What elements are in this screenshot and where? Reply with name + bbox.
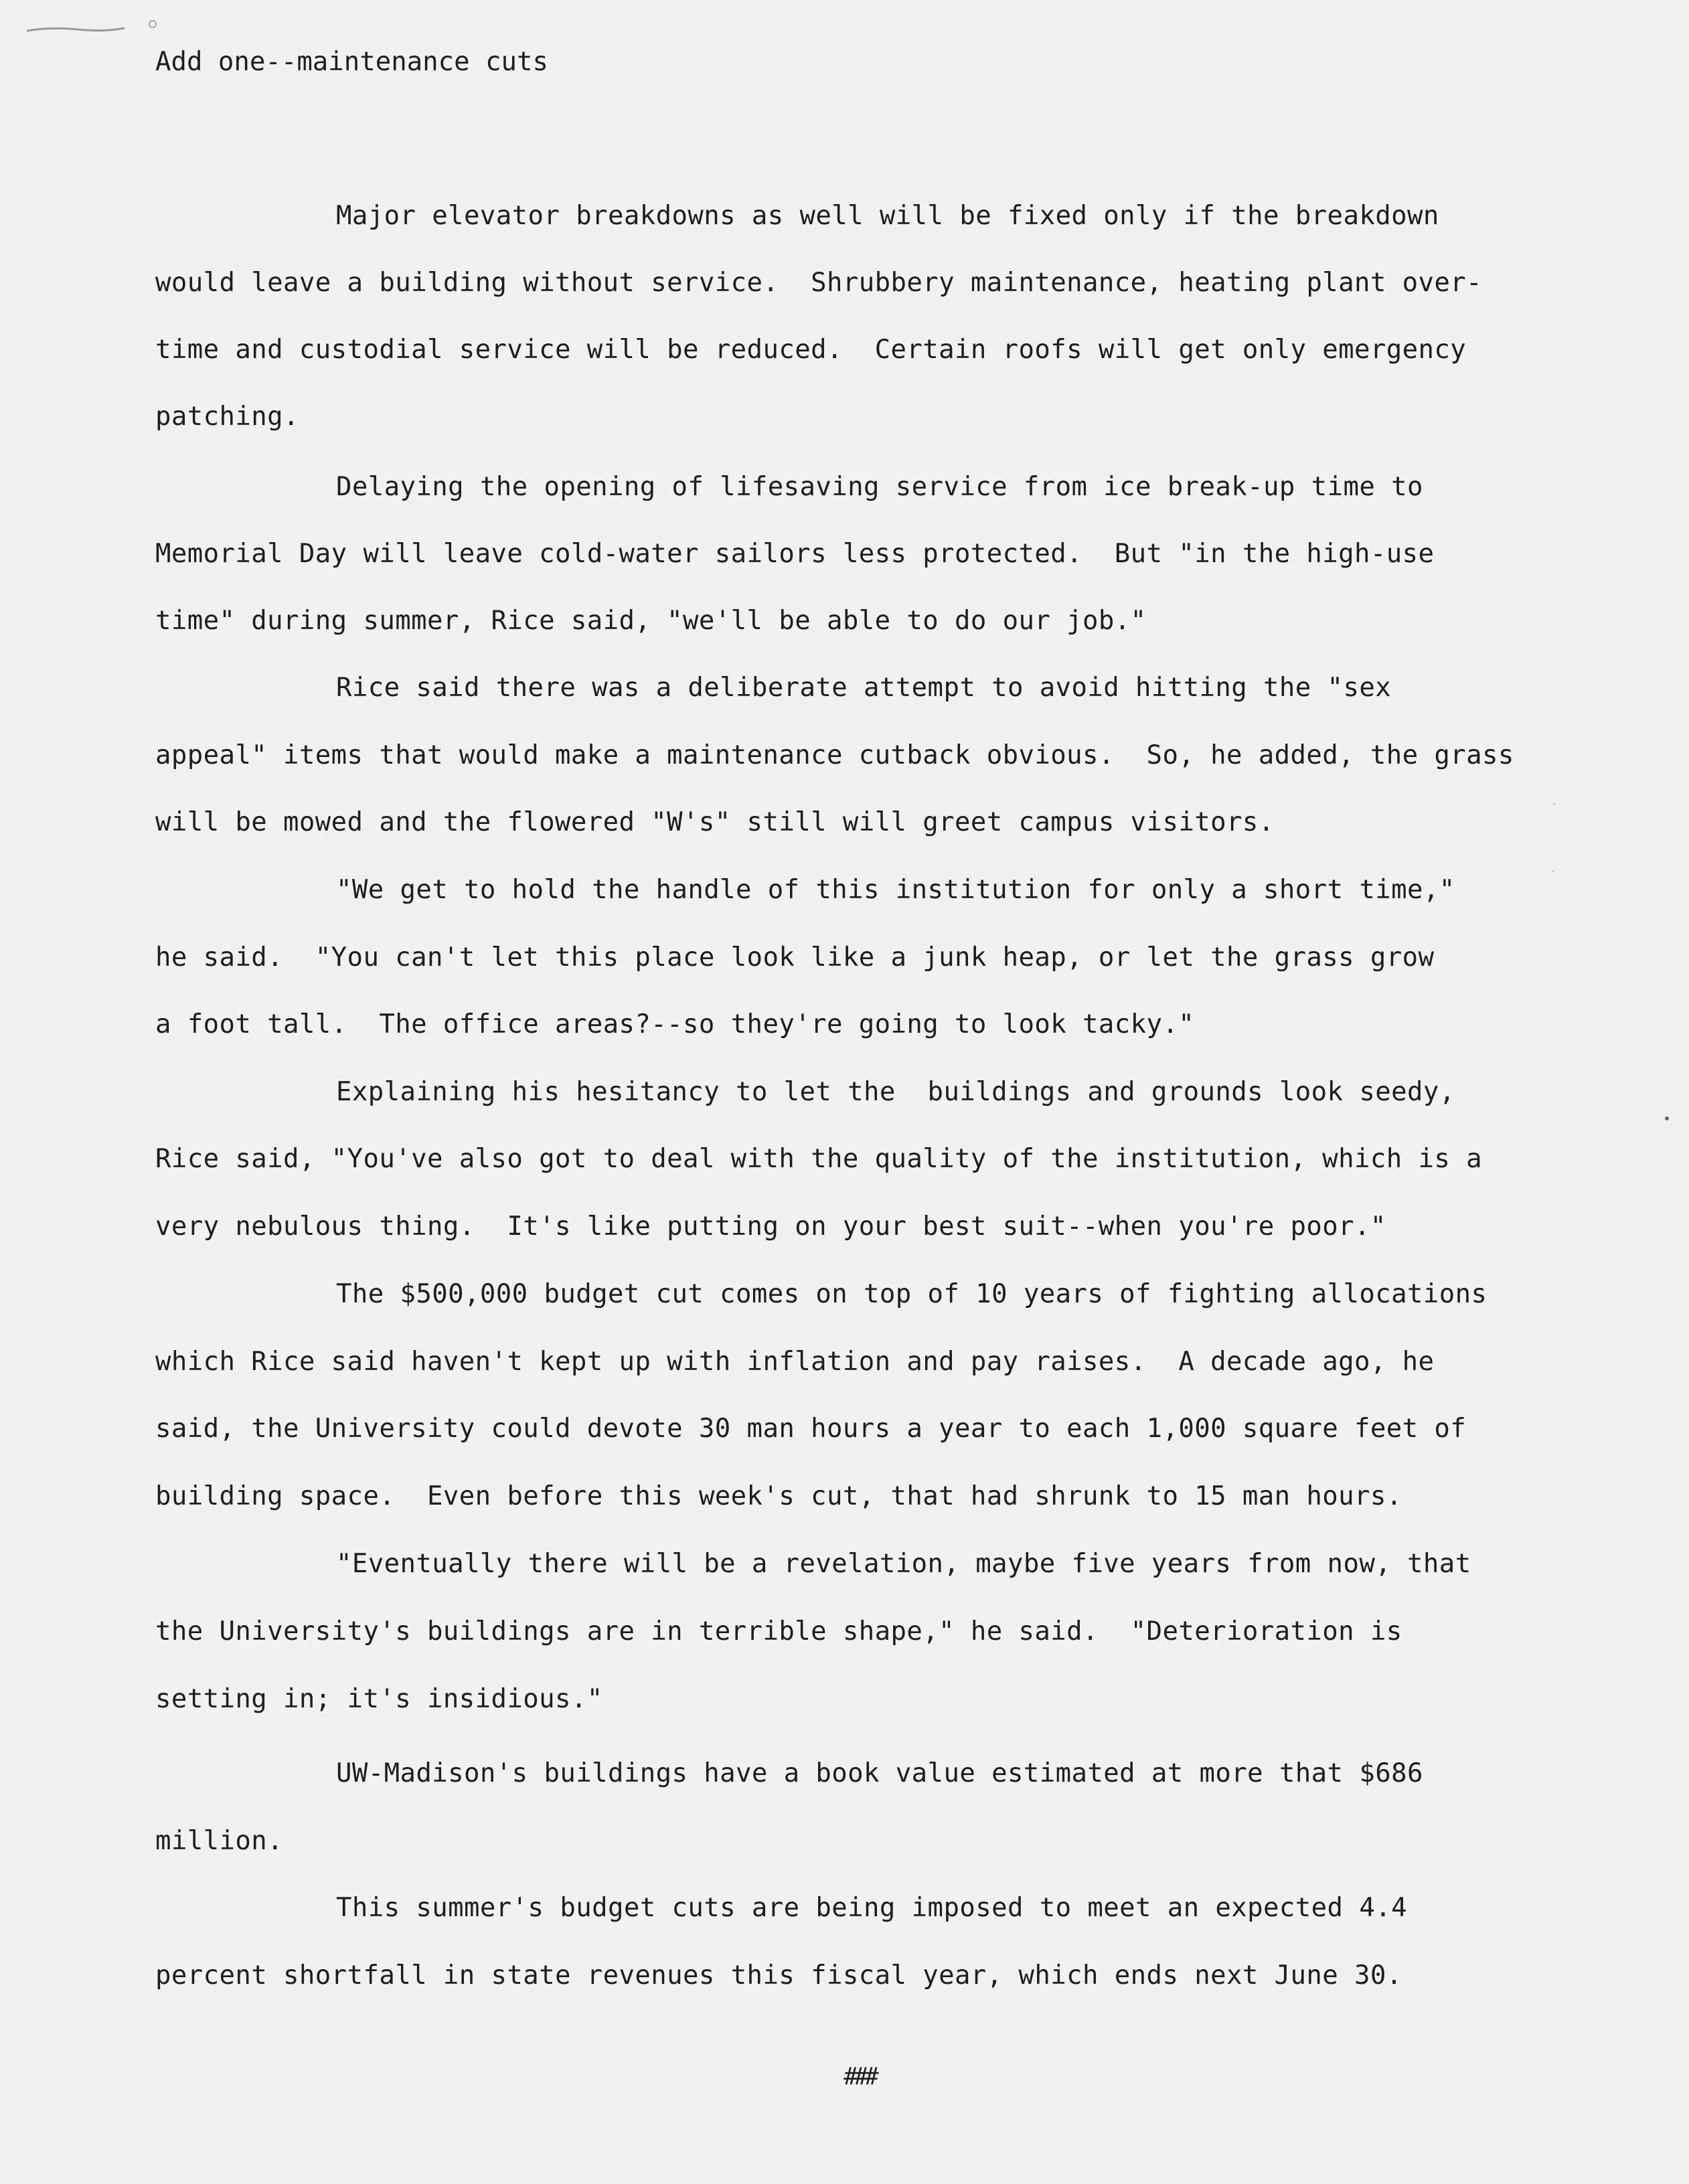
body-line: building space. Even before this week's cut, that had shrunk to 15 man hours.	[155, 1481, 1402, 1511]
body-line: said, the University could devote 30 man hours a year to each 1,000 square feet of	[155, 1414, 1467, 1444]
body-line: "We get to hold the handle of this institution for only a short time,"	[336, 875, 1455, 905]
body-line: time and custodial service will be reduced. Certain roofs will get only emergency	[155, 335, 1467, 365]
body-line: million.	[155, 1826, 284, 1856]
body-line: Rice said there was a deliberate attempt to avoid hitting the "sex	[336, 673, 1392, 703]
body-line: appeal" items that would make a maintenance cutback obvious. So, he added, the grass	[155, 740, 1514, 770]
body-line: he said. "You can't let this place look like a junk heap, or let the grass grow	[155, 942, 1435, 973]
body-line: a foot tall. The office areas?--so they're going to look tacky."	[155, 1009, 1195, 1039]
body-line: will be mowed and the flowered "W's" still will greet campus visitors.	[155, 807, 1275, 837]
body-line: patching.	[155, 402, 299, 432]
body-line: Rice said, "You've also got to deal with the quality of the institution, which is a	[155, 1144, 1483, 1174]
body-line: time" during summer, Rice said, "we'll be able to do our job."	[155, 606, 1147, 636]
body-line: which Rice said haven't kept up with inflation and pay raises. A decade ago, he	[155, 1347, 1435, 1377]
paper-speck	[1665, 1116, 1669, 1120]
body-line: percent shortfall in state revenues this fiscal year, which ends next June 30.	[155, 1960, 1402, 1991]
body-line: Delaying the opening of lifesaving service from ice break-up time to	[336, 472, 1423, 502]
body-line: Major elevator breakdowns as well will be fixed only if the breakdown	[336, 201, 1439, 231]
body-line: This summer's budget cuts are being imposed to meet an expected 4.4	[336, 1893, 1407, 1923]
end-of-story-mark: ###	[843, 2063, 876, 2090]
corner-smudge-mark	[24, 19, 158, 39]
paper-speck	[1553, 803, 1555, 805]
body-line: would leave a building without service. Shrubbery maintenance, heating plant over-	[155, 268, 1483, 298]
body-line: "Eventually there will be a revelation, maybe five years from now, that	[336, 1549, 1471, 1579]
body-line: setting in; it's insidious."	[155, 1684, 603, 1714]
document-slug: Add one--maintenance cuts	[155, 47, 548, 77]
body-line: UW-Madison's buildings have a book value estimated at more that $686	[336, 1758, 1423, 1788]
body-line: Explaining his hesitancy to let the buildings and grounds look seedy,	[336, 1077, 1455, 1107]
body-line: very nebulous thing. It's like putting on your best suit--when you're poor."	[155, 1211, 1386, 1242]
body-line: the University's buildings are in terrible shape," he said. "Deterioration is	[155, 1616, 1402, 1647]
paper-speck	[1552, 870, 1554, 872]
body-line: The $500,000 budget cut comes on top of 10 years of fighting allocations	[336, 1279, 1487, 1309]
body-line: Memorial Day will leave cold-water sailors less protected. But "in the high-use	[155, 539, 1435, 569]
